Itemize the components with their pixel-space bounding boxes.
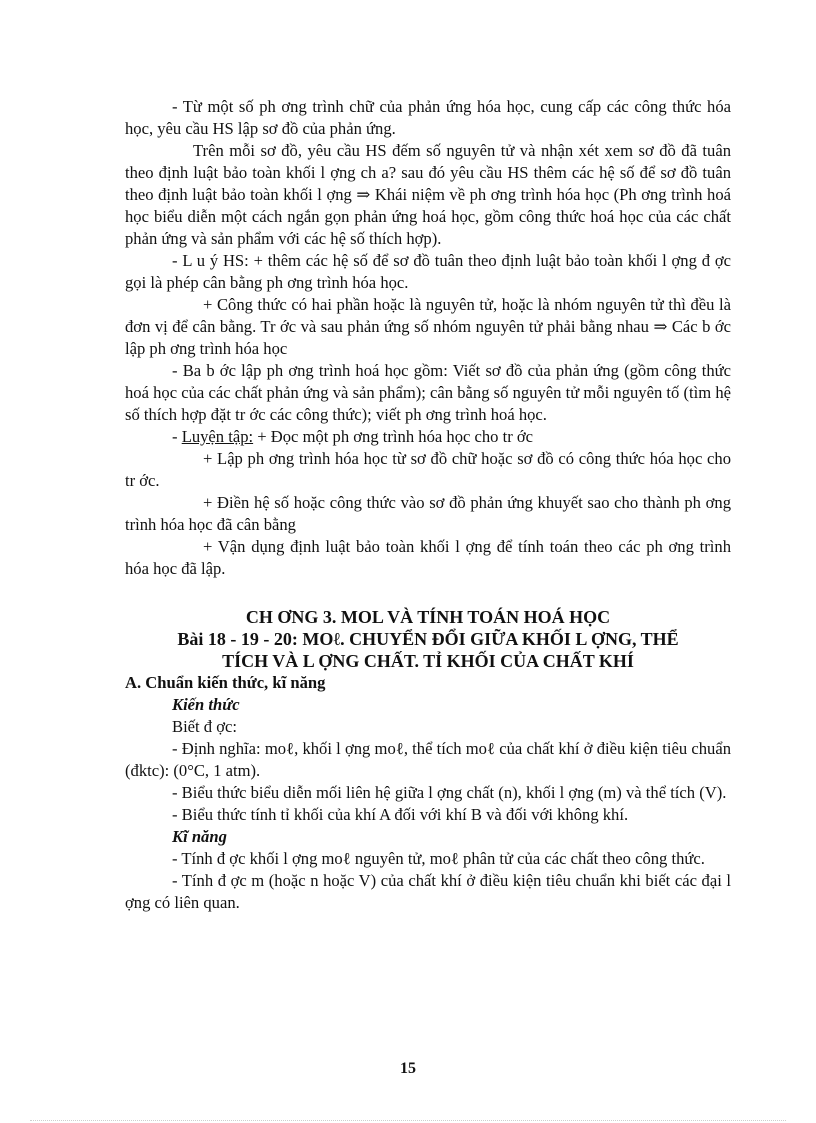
paragraph: - Ba b ớc lập ph ơng trình hoá học gồm: Viết sơ đồ của phản ứng (gồm công thức hoá học của các chất phản ứng và sản phẩm); cân bằng số nguyên tử mỗi nguyên tố (tìm hệ số thích hợp đặt tr ớc các công thức); viết ph ơng trình hoá học.: [125, 361, 731, 424]
practice-item: + Vận dụng định luật bảo toàn khối l ợng để tính toán theo các ph ơng trình hóa học đã lập.: [125, 537, 731, 578]
footer-divider: [30, 1120, 786, 1121]
lesson-title-line1: Bài 18 - 19 - 20: MOℓ. CHUYỂN ĐỔI GIỮA KHỐI L ỢNG, THỂ: [177, 629, 679, 649]
knowledge-item: - Biểu thức tính tỉ khối của khí A đối với khí B và đối với không khí.: [172, 805, 629, 824]
lesson-title-line2: TÍCH VÀ L ỢNG CHẤT. TỈ KHỐI CỦA CHẤT KHÍ: [222, 651, 634, 671]
page-number: 15: [400, 1060, 416, 1077]
knowledge-heading: Kiến thức: [172, 695, 240, 714]
practice-line: - Luyện tập: + Đọc một ph ơng trình hóa học cho tr ớc: [172, 427, 534, 446]
practice-item: + Điền hệ số hoặc công thức vào sơ đồ phản ứng khuyết sao cho thành ph ơng trình hóa học đã cân bằng: [125, 493, 731, 534]
knowledge-item: - Biểu thức biểu diễn mối liên hệ giữa l ợng chất (n), khối l ợng (m) và thể tích (V).: [172, 783, 727, 802]
paragraph: - Từ một số ph ơng trình chữ của phản ứng hóa học, cung cấp các công thức hóa học, yêu cầu HS lập sơ đồ của phản ứng.: [125, 97, 731, 138]
paragraph: - L u ý HS: + thêm các hệ số để sơ đồ tuân theo định luật bảo toàn khối l ợng đ ợc gọi là phép cân bằng ph ơng trình hóa học.: [125, 251, 731, 292]
chapter-title: CH ƠNG 3. MOL VÀ TÍNH TOÁN HOÁ HỌC: [245, 607, 611, 627]
spacer: [125, 580, 731, 606]
paragraph: Trên mỗi sơ đồ, yêu cầu HS đếm số nguyên tử và nhận xét xem sơ đồ đã tuân theo định luật bảo toàn khối l ợng ch a? sau đó yêu cầu HS thêm các hệ số để sơ đồ tuân theo định luật bảo toàn khối l ợng ⇒ Khái niệm về ph ơng trình hóa học (Ph ơng trình hoá học biểu diễn một cách ngắn gọn phản ứng hoá học, gồm công thức hoá học của các chất phản ứng và sản phẩm với các hệ số thích hợp).: [125, 141, 731, 248]
paragraph: + Công thức có hai phần hoặc là nguyên tử, hoặc là nhóm nguyên tử thì đều là đơn vị để cân bằng. Tr ớc và sau phản ứng số nhóm nguyên tử phải bằng nhau ⇒ Các b ớc lập ph ơng trình hóa học: [125, 295, 731, 358]
skills-heading: Kĩ năng: [172, 827, 227, 846]
practice-item: + Lập ph ơng trình hóa học từ sơ đồ chữ hoặc sơ đồ có công thức hóa học cho tr ớc.: [125, 449, 731, 490]
section-heading: A. Chuẩn kiến thức, kĩ năng: [125, 673, 326, 692]
practice-title: Luyện tập:: [181, 427, 254, 446]
skills-item: - Tính đ ợc khối l ợng moℓ nguyên tử, moℓ phân tử của các chất theo công thức.: [172, 849, 705, 868]
body-text: [125, 96, 731, 914]
knowledge-intro: Biết đ ợc:: [172, 717, 237, 736]
lesson-title: [125, 628, 731, 672]
knowledge-item: - Định nghĩa: moℓ, khối l ợng moℓ, thể tích moℓ của chất khí ở điều kiện tiêu chuẩn (đktc): (0°C, 1 atm).: [125, 739, 731, 780]
skills-item: - Tính đ ợc m (hoặc n hoặc V) của chất khí ở điều kiện tiêu chuẩn khi biết các đại l ợng có liên quan.: [125, 871, 731, 912]
